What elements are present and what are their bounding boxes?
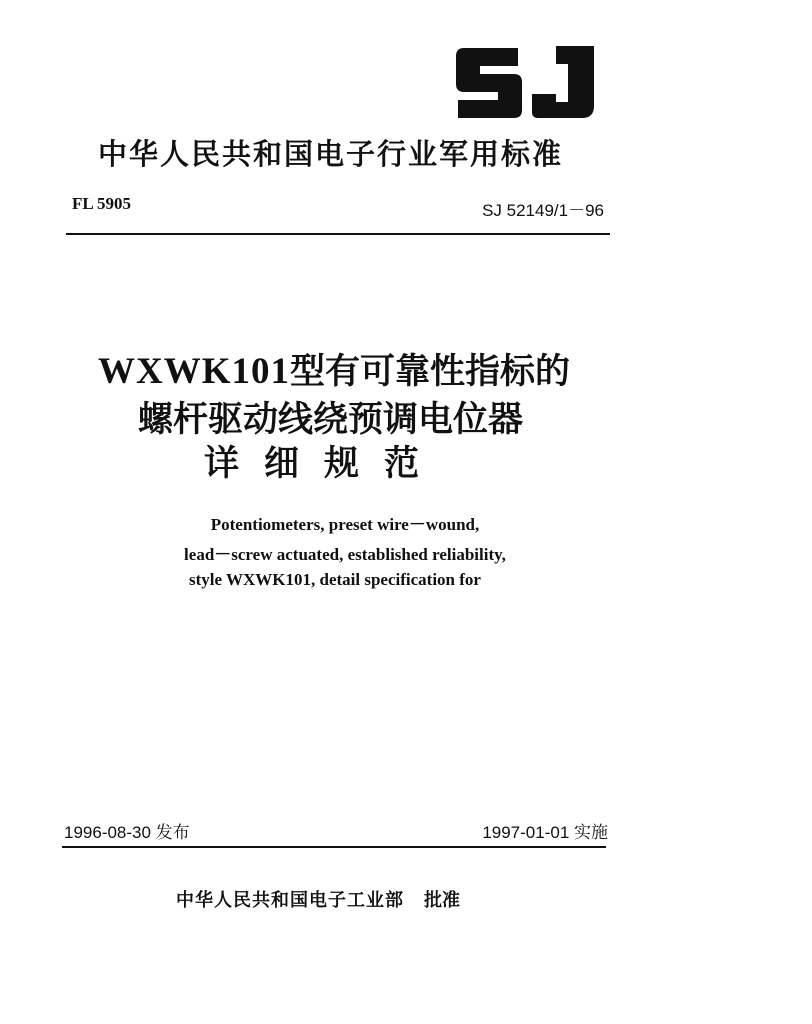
title-en-line3: style WXWK101, detail specification for bbox=[189, 570, 481, 589]
title-cn-line1-text: 型有可靠性指标的 bbox=[290, 352, 571, 392]
title-cn-line3: 详细规范 bbox=[204, 444, 445, 484]
footer-divider bbox=[62, 846, 606, 848]
effective-date: 1997-01-01 实施 bbox=[482, 823, 608, 842]
title-cn-line1 bbox=[98, 344, 570, 394]
approver-org: 中华人民共和国电子工业部 bbox=[176, 890, 404, 911]
title-cn-model: WXWK101 bbox=[98, 351, 290, 392]
org-title: 中华人民共和国电子行业军用标准 bbox=[98, 137, 564, 171]
title-en-line2: lead－screw actuated, established reliability, bbox=[184, 545, 506, 564]
approval-line bbox=[176, 886, 460, 912]
sj-logo bbox=[452, 40, 602, 124]
classification-code: FL 5905 bbox=[72, 194, 132, 213]
issue-date: 1996-08-30 发布 bbox=[64, 823, 190, 842]
header-divider bbox=[66, 233, 610, 235]
title-en-line1: Potentiometers, preset wire－wound, bbox=[210, 515, 480, 534]
title-cn-line2: 螺杆驱动线绕预调电位器 bbox=[138, 400, 524, 440]
approver-action: 批准 bbox=[424, 890, 460, 911]
standard-number: SJ 52149/1－96 bbox=[482, 201, 604, 220]
